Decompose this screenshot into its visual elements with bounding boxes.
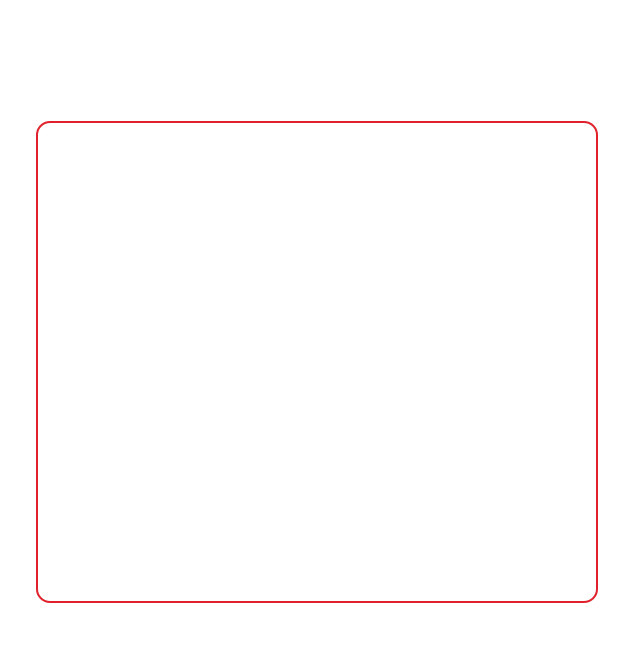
red-highlight-frame [36,121,598,603]
